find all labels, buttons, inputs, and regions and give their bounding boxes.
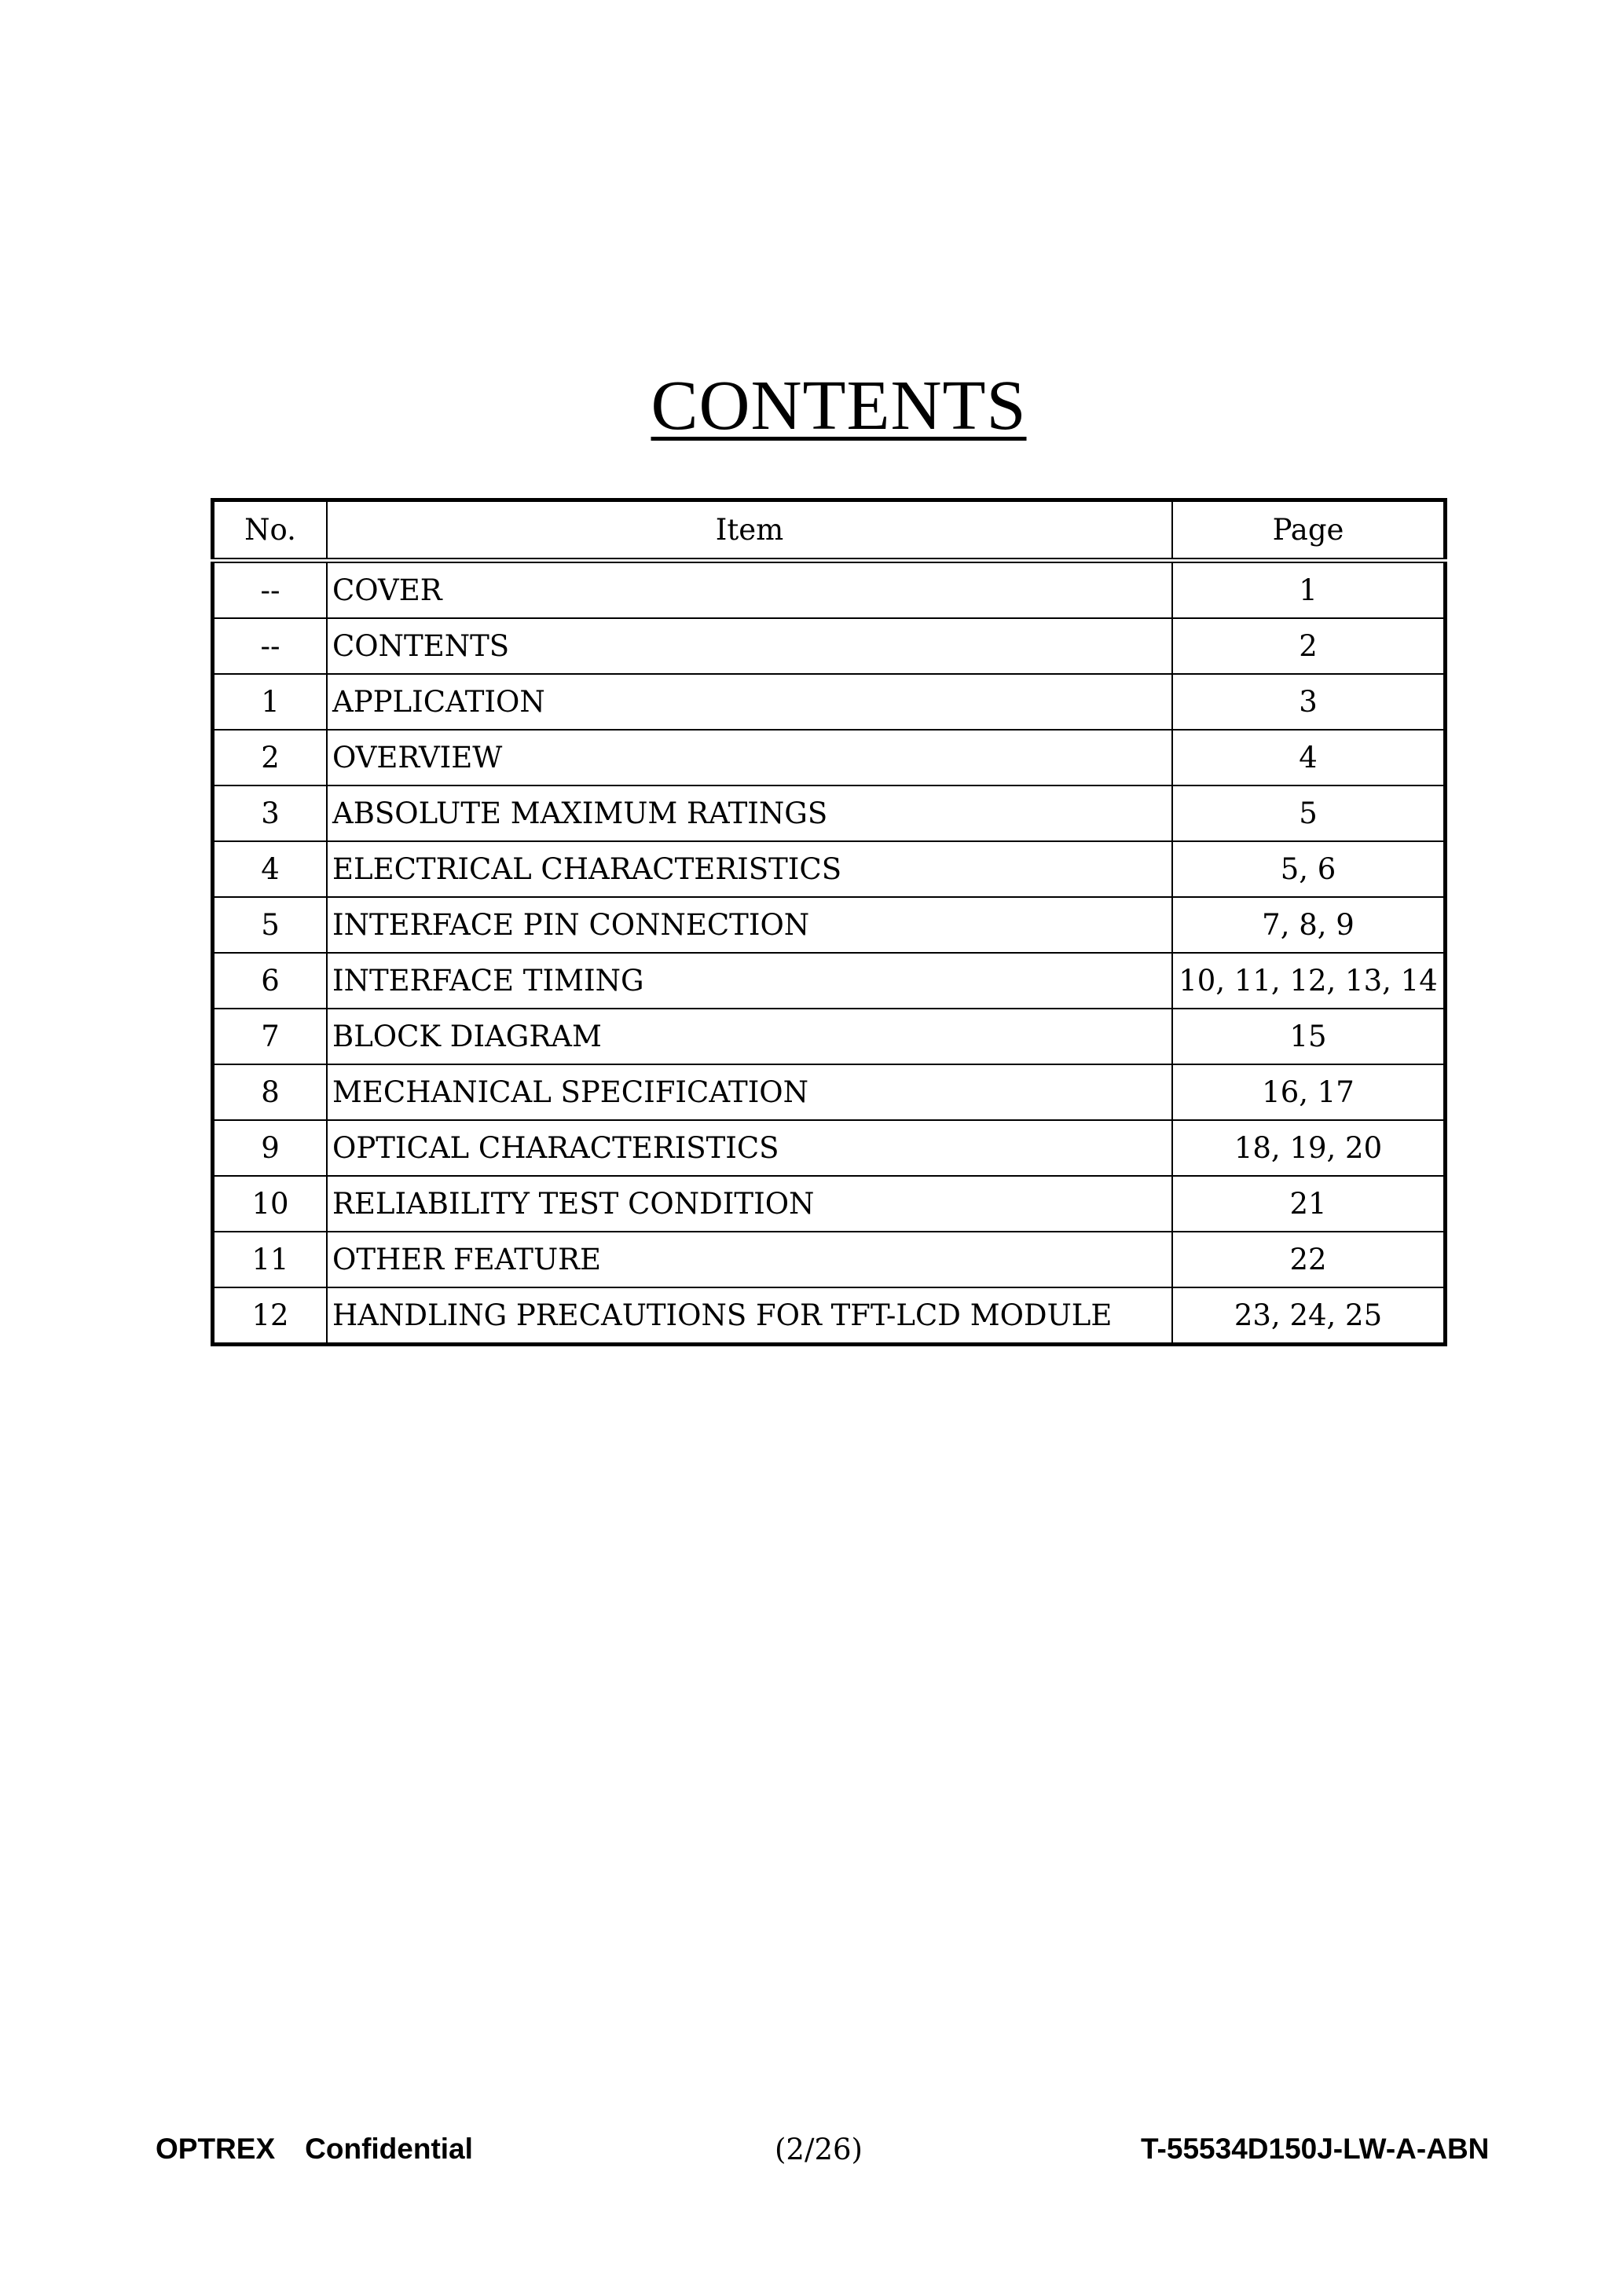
row-no: 8 — [213, 1064, 328, 1120]
row-no: 5 — [213, 897, 328, 953]
row-no: 1 — [213, 674, 328, 730]
footer-part-number: T-55534D150J-LW-A-ABN — [1141, 2133, 1490, 2165]
row-no: 6 — [213, 953, 328, 1009]
table-row — [213, 953, 1446, 1009]
table-row — [213, 1287, 1446, 1345]
row-item: COVER — [327, 561, 1172, 619]
table-row — [213, 785, 1446, 841]
table-header-row — [213, 500, 1446, 561]
table-row — [213, 561, 1446, 619]
table-row — [213, 897, 1446, 953]
row-item: APPLICATION — [327, 674, 1172, 730]
row-no: 4 — [213, 841, 328, 897]
row-page: 15 — [1172, 1009, 1446, 1064]
table-row — [213, 1009, 1446, 1064]
row-item: MECHANICAL SPECIFICATION — [327, 1064, 1172, 1120]
header-no: No. — [213, 500, 328, 561]
row-item: HANDLING PRECAUTIONS FOR TFT-LCD MODULE — [327, 1287, 1172, 1345]
row-item: ABSOLUTE MAXIMUM RATINGS — [327, 785, 1172, 841]
row-page: 7, 8, 9 — [1172, 897, 1446, 953]
table-row — [213, 618, 1446, 674]
row-no: -- — [213, 618, 328, 674]
row-item: OVERVIEW — [327, 730, 1172, 785]
row-page: 16, 17 — [1172, 1064, 1446, 1120]
table-row — [213, 1176, 1446, 1232]
table-row — [213, 674, 1446, 730]
row-item: ELECTRICAL CHARACTERISTICS — [327, 841, 1172, 897]
row-item: RELIABILITY TEST CONDITION — [327, 1176, 1172, 1232]
row-no: 7 — [213, 1009, 328, 1064]
page-title: CONTENTS — [651, 367, 1027, 445]
row-no: 3 — [213, 785, 328, 841]
row-no: -- — [213, 561, 328, 619]
row-item: INTERFACE PIN CONNECTION — [327, 897, 1172, 953]
row-page: 10, 11, 12, 13, 14 — [1172, 953, 1446, 1009]
table-row — [213, 1232, 1446, 1287]
row-item: BLOCK DIAGRAM — [327, 1009, 1172, 1064]
row-page: 5, 6 — [1172, 841, 1446, 897]
row-page: 4 — [1172, 730, 1446, 785]
header-item: Item — [327, 500, 1172, 561]
row-page: 22 — [1172, 1232, 1446, 1287]
row-no: 12 — [213, 1287, 328, 1345]
table-row — [213, 841, 1446, 897]
row-page: 5 — [1172, 785, 1446, 841]
contents-table — [211, 498, 1447, 1346]
table-row — [213, 1064, 1446, 1120]
confidential-label: Confidential — [305, 2133, 473, 2165]
row-page: 3 — [1172, 674, 1446, 730]
row-item: OTHER FEATURE — [327, 1232, 1172, 1287]
row-page: 1 — [1172, 561, 1446, 619]
row-no: 9 — [213, 1120, 328, 1176]
company-name: OPTREX — [156, 2133, 276, 2165]
row-item: CONTENTS — [327, 618, 1172, 674]
table-row — [213, 1120, 1446, 1176]
table-row — [213, 730, 1446, 785]
row-page: 21 — [1172, 1176, 1446, 1232]
header-page: Page — [1172, 500, 1446, 561]
row-no: 10 — [213, 1176, 328, 1232]
row-item: INTERFACE TIMING — [327, 953, 1172, 1009]
row-no: 2 — [213, 730, 328, 785]
footer-company — [156, 2133, 473, 2166]
row-no: 11 — [213, 1232, 328, 1287]
footer-page-number: (2/26) — [775, 2133, 863, 2166]
row-page: 2 — [1172, 618, 1446, 674]
row-item: OPTICAL CHARACTERISTICS — [327, 1120, 1172, 1176]
row-page: 23, 24, 25 — [1172, 1287, 1446, 1345]
row-page: 18, 19, 20 — [1172, 1120, 1446, 1176]
